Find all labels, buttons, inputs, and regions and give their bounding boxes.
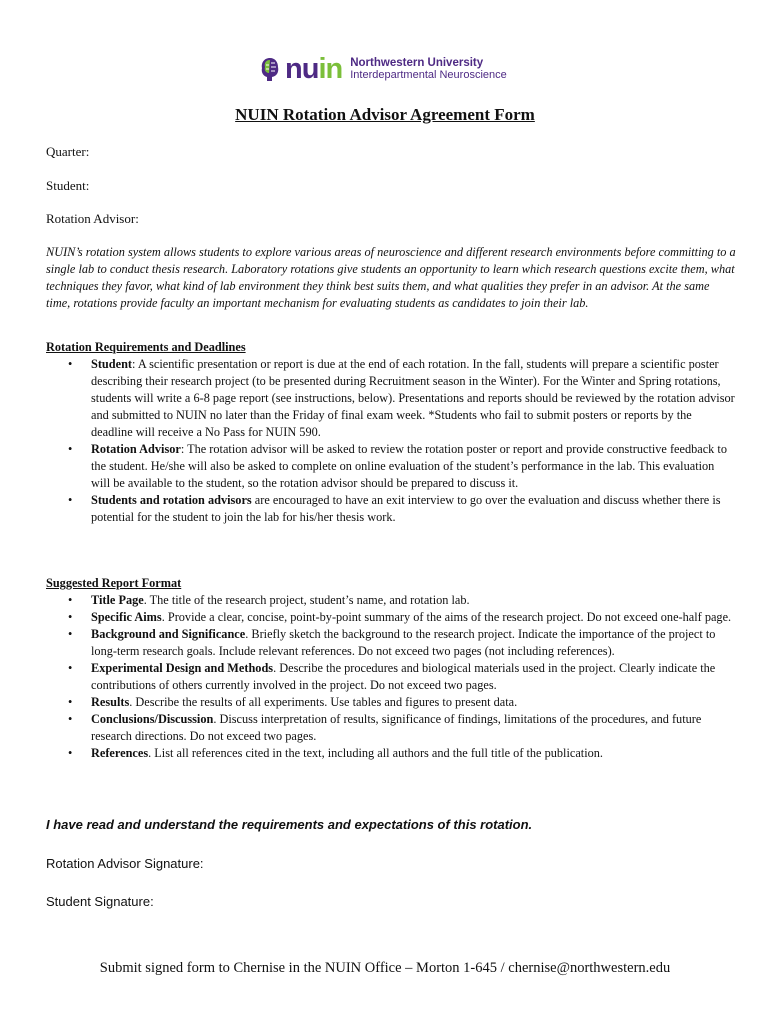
item-term: Student <box>91 357 133 371</box>
item-text: . The title of the research project, student’s name, and rotation lab. <box>143 593 470 607</box>
student-signature-label: Student Signature: <box>46 894 154 909</box>
item-term: Students and rotation advisors <box>91 493 252 507</box>
logo-line-1: Northwestern University <box>350 56 484 69</box>
item-text: . Briefly sketch the background to the research project. Indicate the importance of the project to long-term research goals. Include relevant references. Do not exceed two pages (not including references). <box>91 627 716 658</box>
requirements-section <box>46 339 736 526</box>
bullet-icon: • <box>68 746 73 760</box>
list-item <box>46 441 736 492</box>
report-format-heading: Suggested Report Format <box>46 576 182 590</box>
item-term: Rotation Advisor <box>91 442 181 456</box>
bullet-icon: • <box>68 661 73 675</box>
item-term: References <box>91 746 149 760</box>
item-text: . Describe the procedures and biological materials used in the project. Clearly indicate the contributions of others currently involved in the project. Do not exceed two pages. <box>91 661 716 692</box>
brain-icon <box>259 56 281 82</box>
bullet-icon: • <box>68 610 73 624</box>
advisor-field-label: Rotation Advisor: <box>46 211 139 226</box>
item-text: . List all references cited in the text, including all authors and the full title of the publication. <box>148 746 603 760</box>
bullet-icon: • <box>68 442 73 456</box>
acknowledgement-statement: I have read and understand the requirements and expectations of this rotation. <box>46 817 533 832</box>
form-title: NUIN Rotation Advisor Agreement Form <box>235 105 535 124</box>
bullet-icon: • <box>68 593 73 607</box>
logo-line-2: Interdepartmental Neuroscience <box>350 69 507 82</box>
list-item <box>46 492 736 526</box>
intro-paragraph: NUIN’s rotation system allows students to explore various areas of neuroscience and different research environments before committing to a single lab to conduct thesis research. Laboratory rotations give students an opportunity to learn which research questions excite them, what techniques they favor, what kind of lab environment they think best suits them, and what qualities they prefer in an advisor. At the same time, rotations provide faculty an important mechanism for evaluating students as candidates to join their lab. <box>46 245 736 310</box>
item-term: Title Page <box>91 593 144 607</box>
report-format-section <box>46 575 736 762</box>
list-item <box>46 711 736 745</box>
item-text: . Describe the results of all experiments. Use tables and figures to present data. <box>129 695 518 709</box>
item-text: are encouraged to have an exit interview to go over the evaluation and discuss whether there is potential for the student to join the lab for his/her thesis work. <box>91 493 721 524</box>
bullet-icon: • <box>68 493 73 507</box>
bullet-icon: • <box>68 627 73 641</box>
item-term: Specific Aims <box>91 610 162 624</box>
list-item <box>46 694 736 711</box>
quarter-field-label: Quarter: <box>46 144 90 159</box>
item-text: : A scientific presentation or report is due at the end of each rotation. In the fall, students will prepare a scientific poster describing their research project (to be presented during Recruitment season in the Winter). For the Winter and Spring rotations, students will write a 6-8 page report (see instructions, below). Presentations and reports should be reviewed by the rotation advisor and submitted to NUIN no later than the Friday of final exam week. *Students who fail to submit posters or reports by the deadline will receive a No Pass for NUIN 590. <box>91 357 735 439</box>
list-item <box>46 745 736 762</box>
item-term: Background and Significance <box>91 627 246 641</box>
submission-footer: Submit signed form to Chernise in the NUIN Office – Morton 1-645 / chernise@northwestern.edu <box>99 960 671 976</box>
bullet-icon: • <box>68 712 73 726</box>
item-text: . Discuss interpretation of results, significance of findings, limitations of the procedures, and future research directions. Do not exceed two pages. <box>91 712 702 743</box>
wordmark-main: nu <box>285 52 319 85</box>
student-field-label: Student: <box>46 178 90 193</box>
item-term: Conclusions/Discussion <box>91 712 214 726</box>
advisor-signature-label: Rotation Advisor Signature: <box>46 856 204 871</box>
nuin-logo <box>259 52 507 86</box>
list-item <box>46 356 736 441</box>
requirements-list <box>46 356 736 526</box>
wordmark-accent: in <box>318 52 343 85</box>
item-term: Results <box>91 695 130 709</box>
list-item <box>46 609 736 626</box>
nuin-wordmark <box>285 52 343 85</box>
list-item <box>46 660 736 694</box>
bullet-icon: • <box>68 695 73 709</box>
item-term: Experimental Design and Methods <box>91 661 274 675</box>
report-format-list <box>46 592 736 762</box>
list-item <box>46 626 736 660</box>
item-text: . Provide a clear, concise, point-by-point summary of the aims of the research project. Do not exceed one-half page. <box>161 610 732 624</box>
list-item <box>46 592 736 609</box>
item-text: : The rotation advisor will be asked to review the rotation poster or report and provide constructive feedback to the student. He/she will also be asked to complete on online evaluation of the student’s performance in the lab. This evaluation will be available to the student, so the rotation advisor should be prepared to discuss it. <box>91 442 727 490</box>
bullet-icon: • <box>68 357 73 371</box>
requirements-heading: Rotation Requirements and Deadlines <box>46 340 246 354</box>
logo-text <box>350 57 507 82</box>
